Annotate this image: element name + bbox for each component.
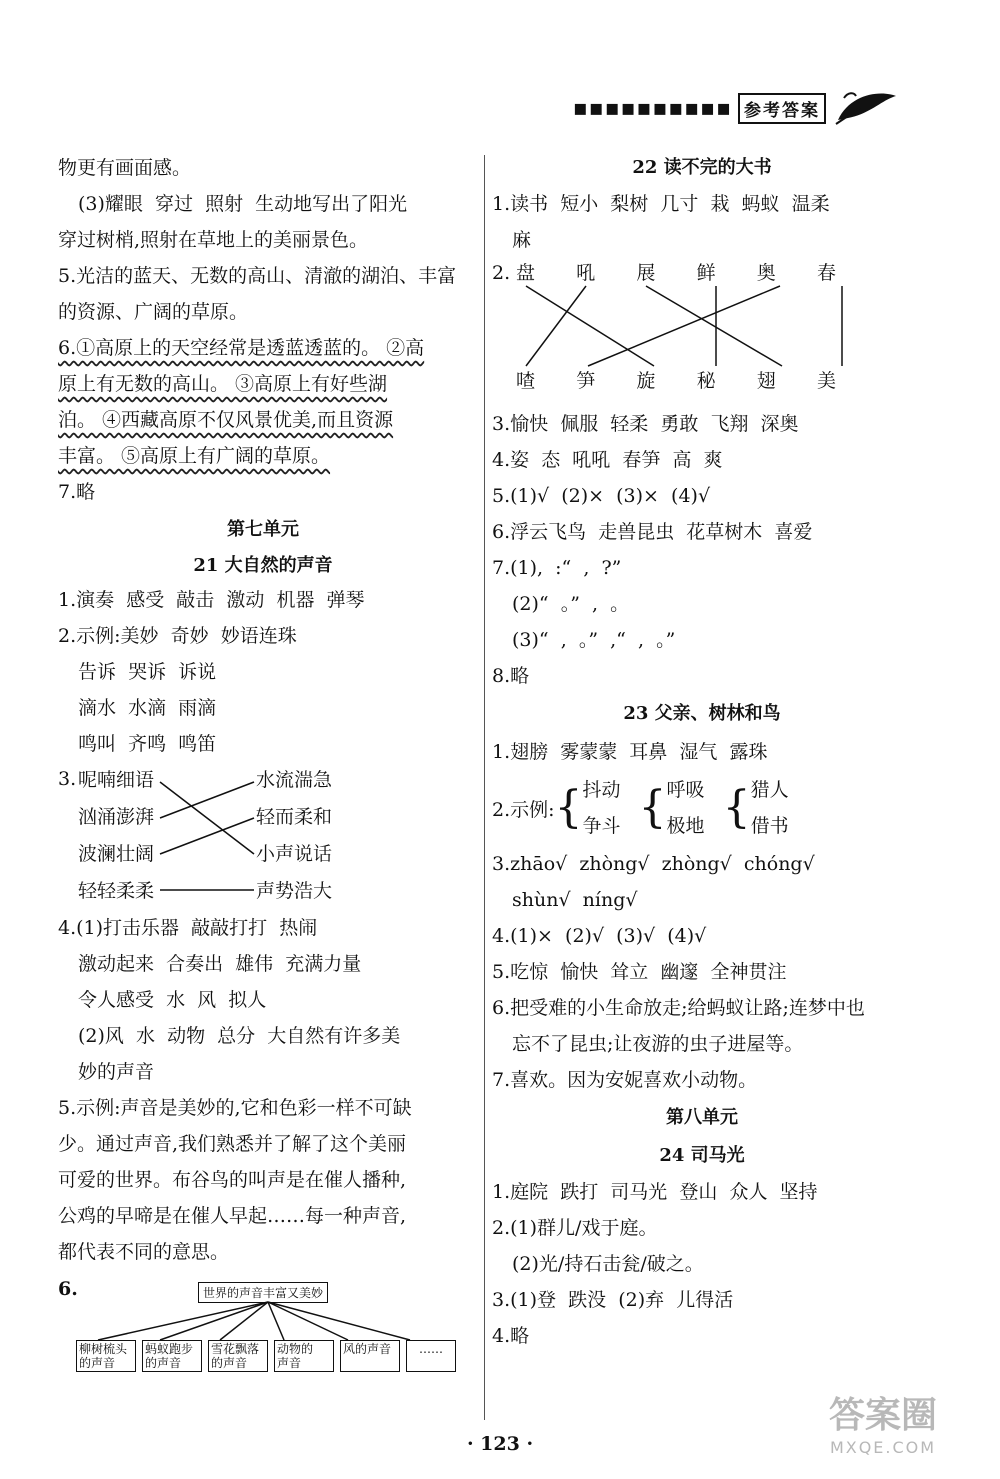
answer-line: 8.略 bbox=[492, 665, 530, 687]
match-bottom-item: 翅 bbox=[756, 370, 776, 392]
answer-line: 麻 bbox=[512, 229, 532, 251]
question-number: 2.示例: bbox=[492, 798, 555, 821]
answer-line: (3)耀眼 穿过 照射 生动地写出了阳光 bbox=[78, 193, 408, 215]
answer-line: 4.(1)打击乐器 敲敲打打 热闹 bbox=[58, 917, 318, 939]
match-top-item: 展 bbox=[636, 262, 656, 284]
brace-item: 呼吸 bbox=[666, 779, 705, 801]
right-column bbox=[492, 150, 912, 1354]
match-bottom-item: 笋 bbox=[576, 370, 596, 392]
answer-line: 1.演奏 感受 敲击 激动 机器 弹琴 bbox=[58, 589, 365, 611]
answer-line: 1.庭院 跌打 司马光 登山 众人 坚持 bbox=[492, 1181, 818, 1203]
lesson-heading: 24 司马光 bbox=[659, 1145, 745, 1166]
answer-line: 4.略 bbox=[492, 1325, 530, 1347]
match-left-item: 汹涌澎湃 bbox=[78, 806, 155, 828]
match-top-item: 吼 bbox=[576, 262, 596, 284]
answer-line: 6.①高原上的天空经常是透蓝透蓝的。 ②高 bbox=[58, 337, 425, 359]
matching-exercise bbox=[492, 258, 912, 406]
header-dots: ▪▪▪▪▪▪▪▪▪▪ bbox=[572, 95, 732, 121]
answer-line: 妙的声音 bbox=[78, 1061, 155, 1083]
answer-line: 2.示例:美妙 奇妙 妙语连珠 bbox=[58, 625, 297, 647]
answer-line: 2.(1)群儿/戏于庭。 bbox=[492, 1217, 658, 1239]
page-header bbox=[573, 88, 900, 128]
answer-line: 少。通过声音,我们熟悉并了解了这个美丽 bbox=[58, 1133, 407, 1155]
lesson-heading: 22 读不完的大书 bbox=[632, 157, 772, 178]
tree-node: 蚂蚁跑步 的声音 bbox=[142, 1340, 202, 1372]
answer-line: 可爱的世界。布谷鸟的叫声是在催人播种, bbox=[58, 1169, 407, 1191]
answer-line: 的资源、广阔的草原。 bbox=[58, 301, 249, 323]
match-top-item: 奥 bbox=[756, 262, 776, 284]
answer-line: (2)风 水 动物 总分 大自然有许多美 bbox=[78, 1025, 401, 1047]
match-bottom-item: 旋 bbox=[636, 370, 656, 392]
match-top-item: 鲜 bbox=[696, 262, 716, 284]
unit-heading: 第七单元 bbox=[227, 519, 299, 540]
lesson-heading: 21 大自然的声音 bbox=[193, 555, 333, 576]
leaf-icon bbox=[830, 88, 900, 128]
answer-line: 3.愉快 佩服 轻柔 勇敢 飞翔 深奥 bbox=[492, 413, 799, 435]
brace-item: 抖动 bbox=[582, 779, 621, 801]
answer-line: 都代表不同的意思。 bbox=[58, 1241, 230, 1263]
tree-node: …… bbox=[406, 1340, 456, 1372]
answer-line: 鸣叫 齐鸣 鸣笛 bbox=[78, 733, 217, 755]
match-right-item: 轻而柔和 bbox=[256, 806, 333, 828]
answer-line: (2)光/持石击瓮/破之。 bbox=[512, 1253, 704, 1275]
answer-line: 4.姿 态 吼吼 春笋 高 爽 bbox=[492, 449, 723, 471]
answer-line: 6.把受难的小生命放走;给蚂蚁让路;连梦中也 bbox=[492, 997, 865, 1019]
match-top-item: 春 bbox=[816, 262, 836, 284]
answer-line: 7.喜欢。因为安妮喜欢小动物。 bbox=[492, 1069, 758, 1091]
column-divider bbox=[484, 155, 485, 1420]
tree-root: 世界的声音丰富又美妙 bbox=[198, 1282, 328, 1303]
tree-node: 风的声音 bbox=[340, 1340, 400, 1372]
tree-diagram bbox=[58, 1276, 468, 1376]
watermark bbox=[808, 1387, 958, 1457]
unit-heading: 第八单元 bbox=[666, 1107, 738, 1128]
match-right-item: 声势浩大 bbox=[256, 880, 333, 902]
question-number: 2. bbox=[492, 262, 511, 284]
answer-line: 5.(1)√ (2)× (3)× (4)√ bbox=[492, 485, 711, 507]
answer-line: (3)“ , 。” ,“ , 。” bbox=[512, 629, 676, 651]
question-number: 3. bbox=[58, 768, 77, 790]
tree-node: 雪花飘落 的声音 bbox=[208, 1340, 268, 1372]
watermark-url: MXQE.COM bbox=[829, 1438, 937, 1457]
answer-line: 6.浮云飞鸟 走兽昆虫 花草树木 喜爱 bbox=[492, 521, 813, 543]
answer-line: 5.光洁的蓝天、无数的高山、清澈的湖泊、丰富 bbox=[58, 265, 457, 287]
answer-line: (2)“ 。” , 。 bbox=[512, 593, 630, 615]
answer-line: 告诉 哭诉 诉说 bbox=[78, 661, 217, 683]
answer-line: shùn√ níng√ bbox=[512, 889, 638, 911]
answer-line: 滴水 水滴 雨滴 bbox=[78, 697, 217, 719]
match-left-item: 呢喃细语 bbox=[78, 769, 155, 791]
answer-line: 泊。 ④西藏高原不仅风景优美,而且资源 bbox=[58, 409, 394, 431]
page-number: · 123 · bbox=[466, 1433, 534, 1455]
answer-line: 原上有无数的高山。 ③高原上有好些湖 bbox=[58, 373, 388, 395]
match-bottom-item: 喳 bbox=[516, 370, 536, 392]
brace-item: 极地 bbox=[666, 815, 705, 837]
brace-groups: 2.示例: { 抖动 争斗 { 呼吸 极地 { 猎人 借书 bbox=[492, 770, 912, 846]
answer-line: 公鸡的早啼是在催人早起……每一种声音, bbox=[58, 1205, 407, 1227]
matching-lines bbox=[150, 762, 260, 910]
answer-line: 3.(1)登 跌没 (2)弃 儿得活 bbox=[492, 1289, 734, 1311]
matching-exercise bbox=[58, 762, 468, 910]
answer-line: 5.吃惊 愉快 耸立 幽邃 全神贯注 bbox=[492, 961, 787, 983]
answer-line: 3.zhāo√ zhòng√ zhòng√ chóng√ bbox=[492, 853, 815, 875]
answer-line: 1.翅膀 雾蒙蒙 耳鼻 湿气 露珠 bbox=[492, 741, 768, 763]
match-bottom-item: 秘 bbox=[696, 370, 716, 392]
brace-item: 争斗 bbox=[582, 815, 621, 837]
match-right-item: 小声说话 bbox=[256, 843, 333, 865]
question-number: 6. bbox=[58, 1278, 78, 1300]
answer-line: 忘不了昆虫;让夜游的虫子进屋等。 bbox=[512, 1033, 804, 1055]
header-title: 参考答案 bbox=[738, 93, 826, 124]
match-bottom-item: 美 bbox=[816, 370, 836, 392]
answer-line: 丰富。 ⑤高原上有广阔的草原。 bbox=[58, 445, 331, 467]
match-left-item: 轻轻柔柔 bbox=[78, 880, 155, 902]
tree-node: 柳树梳头 的声音 bbox=[76, 1340, 136, 1372]
match-left-item: 波澜壮阔 bbox=[78, 843, 155, 865]
tree-node: 动物的 声音 bbox=[274, 1340, 334, 1372]
lesson-heading: 23 父亲、树林和鸟 bbox=[623, 703, 781, 724]
brace-item: 借书 bbox=[750, 815, 789, 837]
brace-item: 猎人 bbox=[750, 779, 789, 801]
answer-line: 4.(1)× (2)√ (3)√ (4)√ bbox=[492, 925, 707, 947]
answer-line: 5.示例:声音是美妙的,它和色彩一样不可缺 bbox=[58, 1097, 412, 1119]
answer-line: 激动起来 合奏出 雄伟 充满力量 bbox=[78, 953, 362, 975]
match-right-item: 水流湍急 bbox=[256, 769, 333, 791]
answer-line: 令人感受 水 风 拟人 bbox=[78, 989, 267, 1011]
answer-line: 7.略 bbox=[58, 481, 96, 503]
answer-line: 穿过树梢,照射在草地上的美丽景色。 bbox=[58, 229, 369, 251]
left-column bbox=[58, 150, 468, 1376]
watermark-logo-text: 答案圈 bbox=[828, 1394, 937, 1436]
answer-line: 1.读书 短小 梨树 几寸 栽 蚂蚁 温柔 bbox=[492, 193, 830, 215]
answer-line: 7.(1), :“ , ?” bbox=[492, 557, 622, 579]
answer-line: 物更有画面感。 bbox=[58, 157, 192, 179]
match-top-item: 盘 bbox=[516, 262, 536, 284]
